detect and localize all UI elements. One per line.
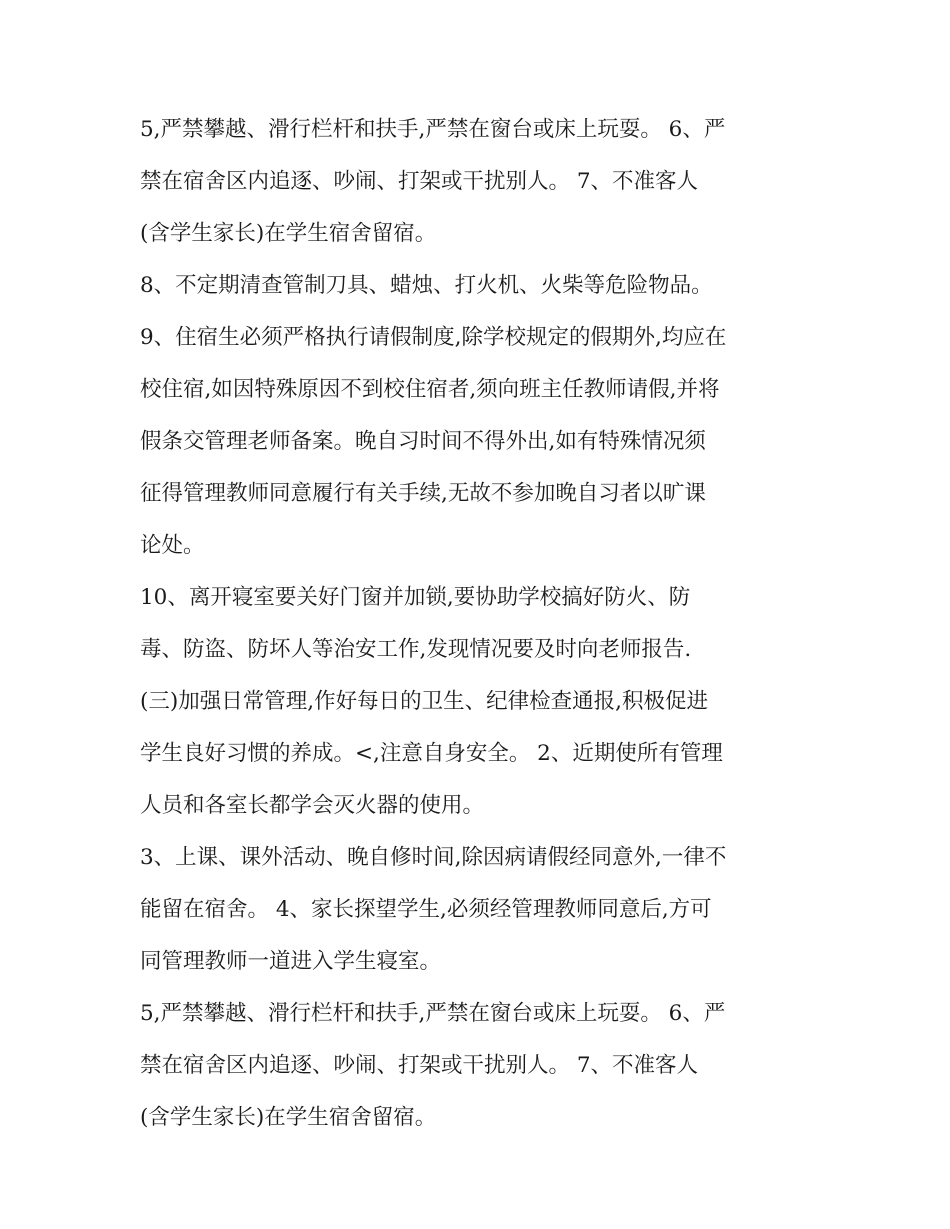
text-line: 3、上课、课外活动、晚自修时间,除因病请假经同意外,一律不 xyxy=(140,845,727,870)
text-line: (三)加强日常管理,作好每日的卫生、纪律检查通报,积极促进 xyxy=(140,689,708,714)
text-line: 5,严禁攀越、滑行栏杆和扶手,严禁在窗台或床上玩耍。 6、严 xyxy=(140,117,726,142)
text-line: 同管理教师一道进入学生寝室。 xyxy=(140,949,442,974)
text-line: 禁在宿舍区内追逐、吵闹、打架或干扰别人。 7、不准客人 xyxy=(140,1053,699,1078)
text-line: 假条交管理老师备案。晚自习时间不得外出,如有特殊情况须 xyxy=(140,429,706,454)
text-line: 禁在宿舍区内追逐、吵闹、打架或干扰别人。 7、不准客人 xyxy=(140,169,699,194)
text-line: 论处。 xyxy=(140,533,205,558)
text-line: 学生良好习惯的养成。<,注意自身安全。 2、近期使所有管理 xyxy=(140,741,723,766)
text-line: 10、离开寝室要关好门窗并加锁,要协助学校搞好防火、防 xyxy=(140,585,691,610)
text-line: 校住宿,如因特殊原因不到校住宿者,须向班主任教师请假,并将 xyxy=(140,377,720,402)
text-line: 人员和各室长都学会灭火器的使用。 xyxy=(140,793,485,818)
text-line: 9、住宿生必须严格执行请假制度,除学校规定的假期外,均应在 xyxy=(140,325,727,350)
text-line: 能留在宿舍。 4、家长探望学生,必须经管理教师同意后,方可 xyxy=(140,897,712,922)
text-line: (含学生家长)在学生宿舍留宿。 xyxy=(140,221,437,246)
text-line: 毒、防盗、防坏人等治安工作,发现情况要及时向老师报告. xyxy=(140,637,692,662)
document-body xyxy=(140,112,820,1135)
text-line: (含学生家长)在学生宿舍留宿。 xyxy=(140,1105,437,1130)
text-line: 5,严禁攀越、滑行栏杆和扶手,严禁在窗台或床上玩耍。 6、严 xyxy=(140,1001,726,1026)
text-line: 征得管理教师同意履行有关手续,无故不参加晚自习者以旷课 xyxy=(140,481,706,506)
text-line: 8、不定期清查管制刀具、蜡烛、打火机、火柴等危险物品。 xyxy=(140,273,713,298)
